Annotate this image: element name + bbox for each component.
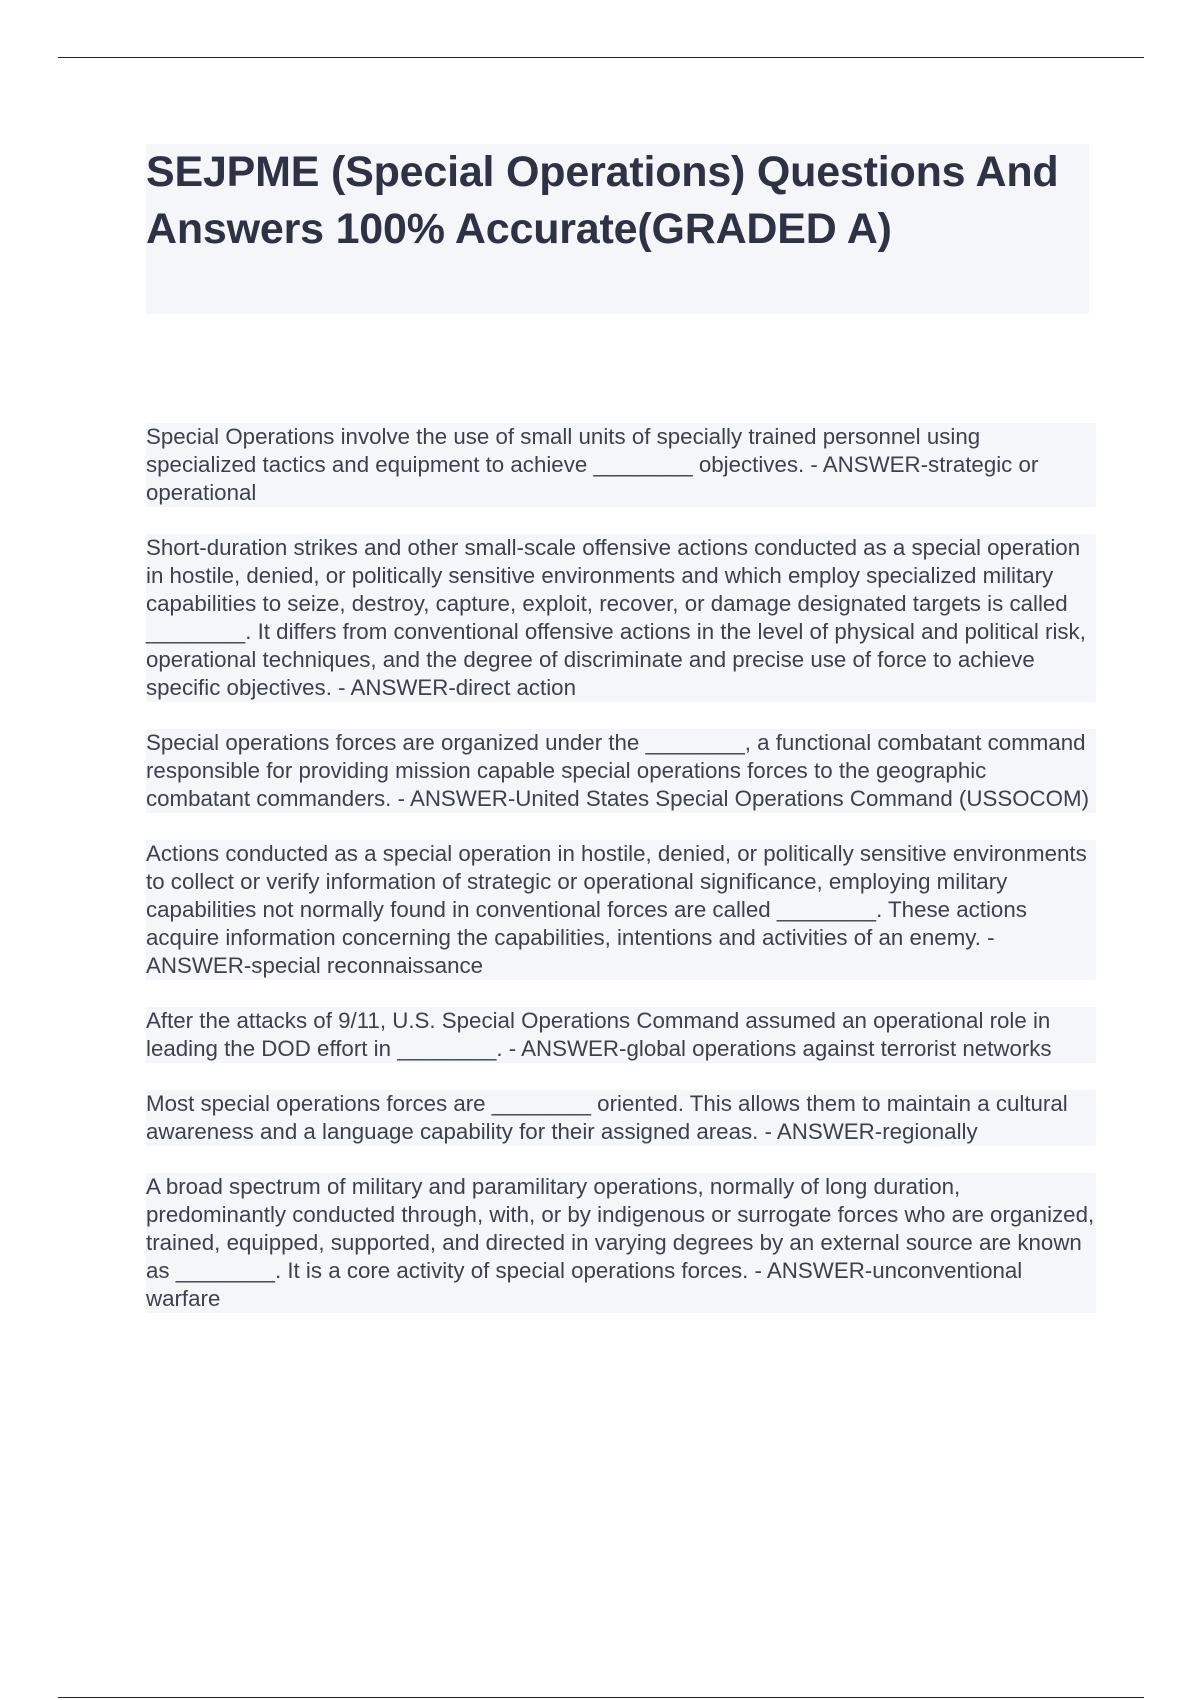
qa-item-5: After the attacks of 9/11, U.S. Special Operations Command assumed an operational role in leading the DOD effort in ________. - ANSWER-global operations against terrorist networks: [146, 1007, 1096, 1063]
qa-item-2: Short-duration strikes and other small-scale offensive actions conducted as a special operation in hostile, denied, or politically sensitive environments and which employ specialized military capabilities to seize, destroy, capture, exploit, recover, or damage designated targets is called ________. It differs from conventional offensive actions in the level of physical and political risk, operational techniques, and the degree of discriminate and precise use of force to achieve specific objectives. - ANSWER-direct action: [146, 534, 1096, 702]
qa-item-3: Special operations forces are organized under the ________, a functional combatant command responsible for providing mission capable special operations forces to the geographic combatant commanders. - ANSWER-United States Special Operations Command (USSOCOM): [146, 729, 1096, 813]
qa-item-1: Special Operations involve the use of small units of specially trained personnel using specialized tactics and equipment to achieve ________ objectives. - ANSWER-strategic or operational: [146, 423, 1096, 507]
header-rule: [58, 57, 1144, 58]
footer-rule: [58, 1697, 1144, 1698]
document-title: SEJPME (Special Operations) Questions And Answers 100% Accurate(GRADED A): [146, 148, 1059, 253]
qa-item-4: Actions conducted as a special operation in hostile, denied, or politically sensitive environments to collect or verify information of strategic or operational significance, employing military capabilities not normally found in conventional forces are called ________. These actions acquire information concerning the capabilities, intentions and activities of an enemy. - ANSWER-special reconnaissance: [146, 840, 1096, 980]
qa-item-7: A broad spectrum of military and paramilitary operations, normally of long duration, predominantly conducted through, with, or by indigenous or surrogate forces who are organized, trained, equipped, supported, and directed in varying degrees by an external source are known as ________. It is a core activity of special operations forces. - ANSWER-unconventional warfare: [146, 1174, 1095, 1311]
qa-list: [146, 423, 1096, 1340]
qa-item-6: Most special operations forces are ________ oriented. This allows them to maintain a cultural awareness and a language capability for their assigned areas. - ANSWER-regionally: [146, 1090, 1096, 1146]
